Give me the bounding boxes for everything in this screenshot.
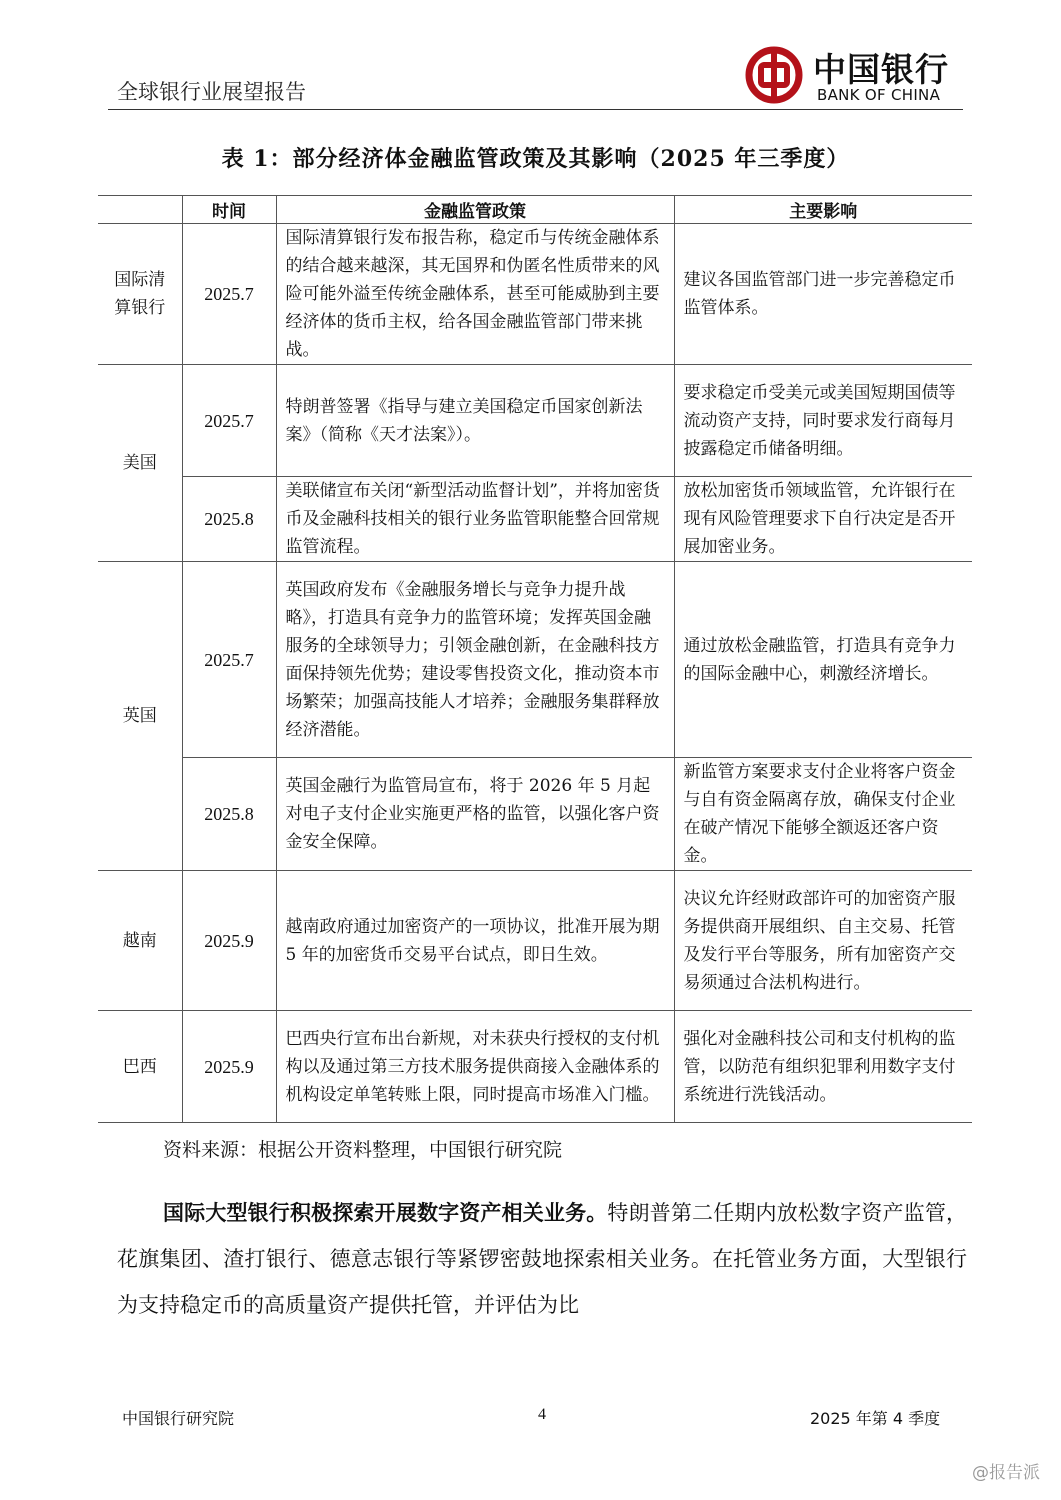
economy-cell: 巴西 [98, 1011, 182, 1123]
table-row [98, 1011, 972, 1123]
impact-cell: 新监管方案要求支付企业将客户资金与自有资金隔离存放，确保支付企业在破产情况下能够全额返还客户资金。 [674, 758, 972, 871]
policy-table [98, 195, 972, 1123]
impact-cell: 强化对金融科技公司和支付机构的监管，以防范有组织犯罪利用数字支付系统进行洗钱活动。 [674, 1011, 972, 1123]
impact-cell: 建议各国监管部门进一步完善稳定币监管体系。 [674, 224, 972, 365]
time-cell: 2025.7 [182, 562, 276, 758]
impact-cell: 放松加密货币领域监管，允许银行在现有风险管理要求下自行决定是否开展加密业务。 [674, 477, 972, 562]
logo-chinese-name: 中国银行 [813, 50, 949, 89]
header-economy [98, 196, 182, 224]
footer-institute: 中国银行研究院 [122, 1409, 235, 1428]
economy-cell: 英国 [98, 562, 182, 871]
table-title: 表 1：部分经济体金融监管政策及其影响（2025 年三季度） [221, 146, 850, 172]
header-policy: 金融监管政策 [276, 196, 674, 224]
bank-of-china-logo [745, 44, 950, 106]
policy-cell: 英国金融行为监管局宣布，将于 2026 年 5 月起对电子支付企业实施更严格的监管，以强化客户资金安全保障。 [276, 758, 674, 871]
economy-cell: 越南 [98, 871, 182, 1011]
policy-cell: 国际清算银行发布报告称，稳定币与传统金融体系的结合越来越深，其无国界和伪匿名性质带来的风险可能外溢至传统金融体系，甚至可能威胁到主要经济体的货币主权，给各国金融监管部门带来挑战。 [276, 224, 674, 365]
impact-cell: 通过放松金融监管，打造具有竞争力的国际金融中心，刺激经济增长。 [674, 562, 972, 758]
header-impact: 主要影响 [674, 196, 972, 224]
table-row [98, 562, 972, 758]
table-header-row [98, 196, 972, 224]
table-row [98, 758, 972, 871]
impact-cell: 决议允许经财政部许可的加密资产服务提供商开展组织、自主交易、托管及发行平台等服务，所有加密资产交易须通过合法机构进行。 [674, 871, 972, 1011]
page-number: 4 [538, 1406, 546, 1423]
policy-cell: 特朗普签署《指导与建立美国稳定币国家创新法案》（简称《天才法案》）。 [276, 365, 674, 477]
bank-of-china-emblem-icon [745, 46, 803, 104]
footer-period: 2025 年第 4 季度 [810, 1409, 941, 1428]
time-cell: 2025.8 [182, 758, 276, 871]
body-paragraph [117, 1190, 967, 1328]
paragraph-text: 特朗普第二任期内放松数字资产监管，花旗集团、渣打银行、德意志银行等紧锣密鼓地探索相关业务。在托管业务方面，大型银行为支持稳定币的高质量资产提供托管，并评估为比 [117, 1201, 967, 1317]
table-row [98, 477, 972, 562]
header-divider [108, 109, 963, 110]
watermark: @报告派 [972, 1463, 1040, 1483]
time-cell: 2025.7 [182, 365, 276, 477]
policy-cell: 越南政府通过加密资产的一项协议，批准开展为期 5 年的加密货币交易平台试点，即日生效。 [276, 871, 674, 1011]
policy-cell: 英国政府发布《金融服务增长与竞争力提升战略》，打造具有竞争力的监管环境；发挥英国金融服务的全球领导力；引领金融创新，在金融科技方面保持领先优势；建设零售投资文化，推动资本市场繁荣；加强高技能人才培养；金融服务集群释放经济潜能。 [276, 562, 674, 758]
time-cell: 2025.7 [182, 224, 276, 365]
header-time: 时间 [182, 196, 276, 224]
time-cell: 2025.9 [182, 1011, 276, 1123]
logo-english-name: BANK OF CHINA [817, 86, 941, 104]
report-header-title: 全球银行业展望报告 [117, 80, 306, 104]
table-source-note: 资料来源：根据公开资料整理，中国银行研究院 [163, 1139, 563, 1161]
table-row [98, 224, 972, 365]
table-row [98, 365, 972, 477]
impact-cell: 要求稳定币受美元或美国短期国债等流动资产支持，同时要求发行商每月披露稳定币储备明细。 [674, 365, 972, 477]
time-cell: 2025.9 [182, 871, 276, 1011]
table-row [98, 871, 972, 1011]
policy-cell: 巴西央行宣布出台新规，对未获央行授权的支付机构以及通过第三方技术服务提供商接入金融体系的机构设定单笔转账上限，同时提高市场准入门槛。 [276, 1011, 674, 1123]
time-cell: 2025.8 [182, 477, 276, 562]
economy-cell: 国际清算银行 [98, 224, 182, 365]
policy-cell: 美联储宣布关闭“新型活动监督计划”，并将加密货币及金融科技相关的银行业务监管职能整合回常规监管流程。 [276, 477, 674, 562]
paragraph-lead: 国际大型银行积极探索开展数字资产相关业务。 [163, 1201, 608, 1225]
economy-cell: 美国 [98, 365, 182, 562]
